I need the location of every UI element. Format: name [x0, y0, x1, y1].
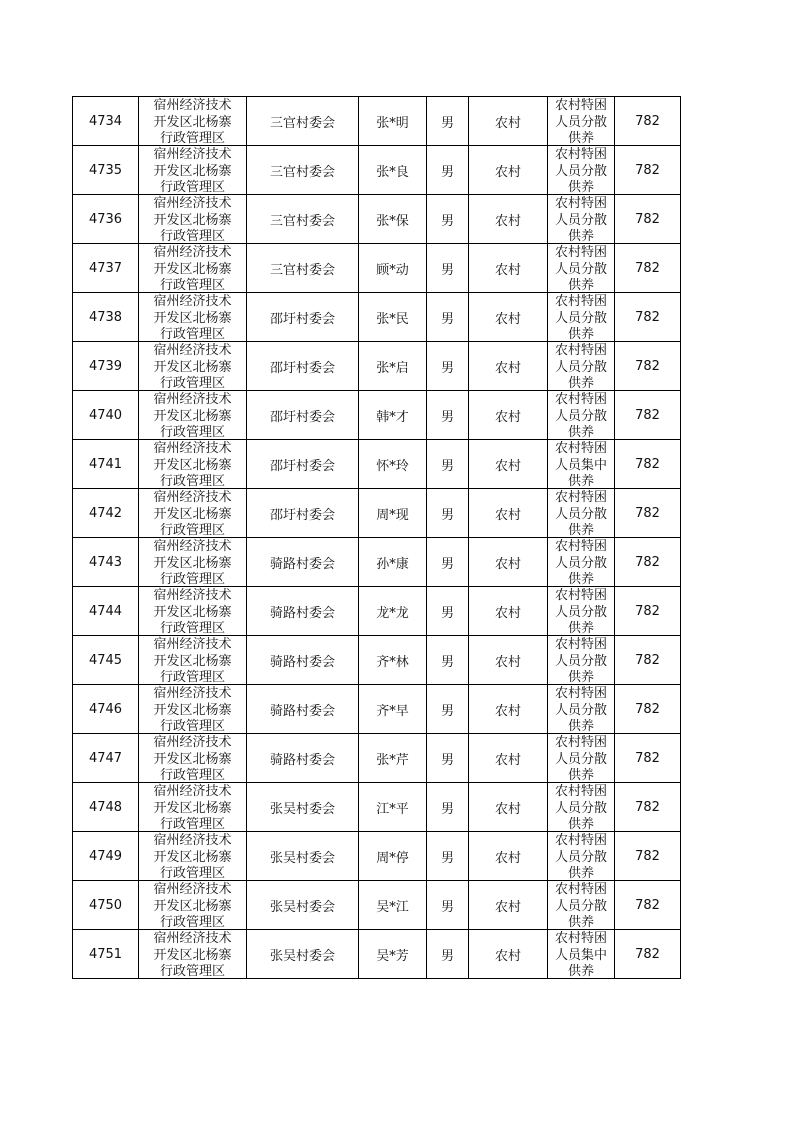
village-committee-cell: 张吴村委会 — [247, 881, 359, 930]
table-row — [73, 97, 681, 146]
gender-cell: 男 — [427, 538, 469, 587]
district-cell — [139, 930, 247, 979]
amount-cell: 782 — [615, 685, 681, 734]
district-cell — [139, 440, 247, 489]
person-name-cell: 张*保 — [359, 195, 427, 244]
district-cell — [139, 244, 247, 293]
amount-cell: 782 — [615, 244, 681, 293]
gender-cell: 男 — [427, 244, 469, 293]
village-committee-cell: 骑路村委会 — [247, 636, 359, 685]
gender-cell: 男 — [427, 587, 469, 636]
table-row — [73, 587, 681, 636]
record-number-cell: 4737 — [73, 244, 139, 293]
support-category-cell-text: 农村特困 人员分散 供养 — [554, 588, 607, 635]
gender-cell: 男 — [427, 881, 469, 930]
district-cell-text: 宿州经济技术 开发区北杨寨 行政管理区 — [153, 833, 232, 880]
table-body — [73, 97, 681, 979]
table-row — [73, 783, 681, 832]
support-category-cell — [548, 97, 615, 146]
district-cell-text: 宿州经济技术 开发区北杨寨 行政管理区 — [153, 931, 232, 978]
table-row — [73, 244, 681, 293]
support-category-cell-text: 农村特困 人员分散 供养 — [554, 784, 607, 831]
record-number-cell: 4739 — [73, 342, 139, 391]
village-committee-cell: 邵圩村委会 — [247, 489, 359, 538]
support-category-cell-text: 农村特困 人员分散 供养 — [554, 98, 607, 145]
table-row — [73, 342, 681, 391]
gender-cell: 男 — [427, 97, 469, 146]
district-cell-text: 宿州经济技术 开发区北杨寨 行政管理区 — [153, 637, 232, 684]
village-committee-cell: 邵圩村委会 — [247, 440, 359, 489]
support-category-cell — [548, 685, 615, 734]
district-cell-text: 宿州经济技术 开发区北杨寨 行政管理区 — [153, 539, 232, 586]
district-cell-text: 宿州经济技术 开发区北杨寨 行政管理区 — [153, 490, 232, 537]
area-type-cell: 农村 — [469, 881, 548, 930]
district-cell — [139, 685, 247, 734]
support-category-cell — [548, 293, 615, 342]
person-name-cell: 张*芹 — [359, 734, 427, 783]
support-category-cell-text: 农村特困 人员分散 供养 — [554, 882, 607, 929]
support-category-cell-text: 农村特困 人员分散 供养 — [554, 833, 607, 880]
district-cell-text: 宿州经济技术 开发区北杨寨 行政管理区 — [153, 147, 232, 194]
area-type-cell: 农村 — [469, 636, 548, 685]
district-cell — [139, 881, 247, 930]
person-name-cell: 顾*动 — [359, 244, 427, 293]
amount-cell: 782 — [615, 195, 681, 244]
record-number-cell: 4745 — [73, 636, 139, 685]
district-cell-text: 宿州经济技术 开发区北杨寨 行政管理区 — [153, 784, 232, 831]
amount-cell: 782 — [615, 440, 681, 489]
record-number-cell: 4744 — [73, 587, 139, 636]
support-category-cell-text: 农村特困 人员分散 供养 — [554, 686, 607, 733]
village-committee-cell: 邵圩村委会 — [247, 342, 359, 391]
area-type-cell: 农村 — [469, 930, 548, 979]
support-category-cell-text: 农村特困 人员分散 供养 — [554, 294, 607, 341]
table-row — [73, 489, 681, 538]
amount-cell: 782 — [615, 587, 681, 636]
table-row — [73, 391, 681, 440]
village-committee-cell: 三官村委会 — [247, 195, 359, 244]
support-category-cell-text: 农村特困 人员分散 供养 — [554, 147, 607, 194]
amount-cell: 782 — [615, 97, 681, 146]
support-category-cell — [548, 146, 615, 195]
support-category-cell — [548, 342, 615, 391]
support-category-cell — [548, 244, 615, 293]
district-cell-text: 宿州经济技术 开发区北杨寨 行政管理区 — [153, 98, 232, 145]
district-cell — [139, 342, 247, 391]
district-cell — [139, 146, 247, 195]
person-name-cell: 吴*芳 — [359, 930, 427, 979]
gender-cell: 男 — [427, 146, 469, 195]
record-number-cell: 4748 — [73, 783, 139, 832]
village-committee-cell: 三官村委会 — [247, 97, 359, 146]
support-category-cell — [548, 440, 615, 489]
support-category-cell — [548, 195, 615, 244]
district-cell-text: 宿州经济技术 开发区北杨寨 行政管理区 — [153, 245, 232, 292]
person-name-cell: 周*停 — [359, 832, 427, 881]
area-type-cell: 农村 — [469, 783, 548, 832]
area-type-cell: 农村 — [469, 97, 548, 146]
support-category-cell-text: 农村特困 人员分散 供养 — [554, 343, 607, 390]
area-type-cell: 农村 — [469, 146, 548, 195]
gender-cell: 男 — [427, 440, 469, 489]
district-cell — [139, 489, 247, 538]
district-cell — [139, 293, 247, 342]
record-number-cell: 4747 — [73, 734, 139, 783]
record-number-cell: 4741 — [73, 440, 139, 489]
amount-cell: 782 — [615, 342, 681, 391]
gender-cell: 男 — [427, 391, 469, 440]
table-row — [73, 195, 681, 244]
district-cell — [139, 587, 247, 636]
person-name-cell: 齐*林 — [359, 636, 427, 685]
support-category-cell — [548, 587, 615, 636]
district-cell-text: 宿州经济技术 开发区北杨寨 行政管理区 — [153, 735, 232, 782]
district-cell-text: 宿州经济技术 开发区北杨寨 行政管理区 — [153, 588, 232, 635]
support-category-cell — [548, 489, 615, 538]
district-cell — [139, 391, 247, 440]
district-cell — [139, 734, 247, 783]
person-name-cell: 龙*龙 — [359, 587, 427, 636]
person-name-cell: 怀*玲 — [359, 440, 427, 489]
record-number-cell: 4750 — [73, 881, 139, 930]
village-committee-cell: 张吴村委会 — [247, 783, 359, 832]
amount-cell: 782 — [615, 489, 681, 538]
person-name-cell: 齐*早 — [359, 685, 427, 734]
district-cell-text: 宿州经济技术 开发区北杨寨 行政管理区 — [153, 392, 232, 439]
district-cell — [139, 97, 247, 146]
record-number-cell: 4738 — [73, 293, 139, 342]
person-name-cell: 张*启 — [359, 342, 427, 391]
support-category-cell — [548, 734, 615, 783]
amount-cell: 782 — [615, 391, 681, 440]
record-number-cell: 4736 — [73, 195, 139, 244]
person-name-cell: 江*平 — [359, 783, 427, 832]
area-type-cell: 农村 — [469, 195, 548, 244]
table-row — [73, 440, 681, 489]
district-cell-text: 宿州经济技术 开发区北杨寨 行政管理区 — [153, 882, 232, 929]
support-category-cell-text: 农村特困 人员分散 供养 — [554, 637, 607, 684]
support-category-cell — [548, 832, 615, 881]
district-cell-text: 宿州经济技术 开发区北杨寨 行政管理区 — [153, 441, 232, 488]
area-type-cell: 农村 — [469, 587, 548, 636]
village-committee-cell: 邵圩村委会 — [247, 391, 359, 440]
relief-roster-table — [72, 96, 681, 979]
district-cell — [139, 538, 247, 587]
village-committee-cell: 三官村委会 — [247, 146, 359, 195]
village-committee-cell: 骑路村委会 — [247, 734, 359, 783]
area-type-cell: 农村 — [469, 342, 548, 391]
area-type-cell: 农村 — [469, 293, 548, 342]
support-category-cell-text: 农村特困 人员分散 供养 — [554, 245, 607, 292]
support-category-cell-text: 农村特困 人员分散 供养 — [554, 196, 607, 243]
gender-cell: 男 — [427, 489, 469, 538]
table-row — [73, 636, 681, 685]
gender-cell: 男 — [427, 734, 469, 783]
support-category-cell-text: 农村特困 人员集中 供养 — [554, 931, 607, 978]
district-cell — [139, 783, 247, 832]
support-category-cell-text: 农村特困 人员分散 供养 — [554, 539, 607, 586]
table-row — [73, 881, 681, 930]
amount-cell: 782 — [615, 783, 681, 832]
district-cell-text: 宿州经济技术 开发区北杨寨 行政管理区 — [153, 196, 232, 243]
record-number-cell: 4735 — [73, 146, 139, 195]
village-committee-cell: 张吴村委会 — [247, 930, 359, 979]
amount-cell: 782 — [615, 734, 681, 783]
amount-cell: 782 — [615, 881, 681, 930]
person-name-cell: 韩*才 — [359, 391, 427, 440]
area-type-cell: 农村 — [469, 538, 548, 587]
amount-cell: 782 — [615, 832, 681, 881]
village-committee-cell: 三官村委会 — [247, 244, 359, 293]
table-row — [73, 685, 681, 734]
district-cell-text: 宿州经济技术 开发区北杨寨 行政管理区 — [153, 294, 232, 341]
record-number-cell: 4740 — [73, 391, 139, 440]
table-row — [73, 734, 681, 783]
table-row — [73, 146, 681, 195]
village-committee-cell: 邵圩村委会 — [247, 293, 359, 342]
record-number-cell: 4746 — [73, 685, 139, 734]
gender-cell: 男 — [427, 195, 469, 244]
person-name-cell: 周*现 — [359, 489, 427, 538]
amount-cell: 782 — [615, 930, 681, 979]
area-type-cell: 农村 — [469, 244, 548, 293]
record-number-cell: 4743 — [73, 538, 139, 587]
table-row — [73, 930, 681, 979]
district-cell-text: 宿州经济技术 开发区北杨寨 行政管理区 — [153, 686, 232, 733]
village-committee-cell: 张吴村委会 — [247, 832, 359, 881]
district-cell — [139, 636, 247, 685]
support-category-cell — [548, 538, 615, 587]
support-category-cell-text: 农村特困 人员分散 供养 — [554, 392, 607, 439]
gender-cell: 男 — [427, 342, 469, 391]
amount-cell: 782 — [615, 293, 681, 342]
area-type-cell: 农村 — [469, 685, 548, 734]
support-category-cell — [548, 783, 615, 832]
table-row — [73, 832, 681, 881]
gender-cell: 男 — [427, 832, 469, 881]
table-row — [73, 538, 681, 587]
support-category-cell — [548, 391, 615, 440]
person-name-cell: 张*明 — [359, 97, 427, 146]
table-row — [73, 293, 681, 342]
district-cell — [139, 195, 247, 244]
area-type-cell: 农村 — [469, 440, 548, 489]
area-type-cell: 农村 — [469, 734, 548, 783]
area-type-cell: 农村 — [469, 391, 548, 440]
person-name-cell: 张*民 — [359, 293, 427, 342]
support-category-cell — [548, 930, 615, 979]
record-number-cell: 4734 — [73, 97, 139, 146]
amount-cell: 782 — [615, 146, 681, 195]
gender-cell: 男 — [427, 293, 469, 342]
support-category-cell-text: 农村特困 人员集中 供养 — [554, 441, 607, 488]
record-number-cell: 4749 — [73, 832, 139, 881]
amount-cell: 782 — [615, 538, 681, 587]
support-category-cell-text: 农村特困 人员分散 供养 — [554, 490, 607, 537]
support-category-cell — [548, 881, 615, 930]
record-number-cell: 4751 — [73, 930, 139, 979]
village-committee-cell: 骑路村委会 — [247, 538, 359, 587]
gender-cell: 男 — [427, 636, 469, 685]
district-cell-text: 宿州经济技术 开发区北杨寨 行政管理区 — [153, 343, 232, 390]
record-number-cell: 4742 — [73, 489, 139, 538]
person-name-cell: 孙*康 — [359, 538, 427, 587]
gender-cell: 男 — [427, 685, 469, 734]
area-type-cell: 农村 — [469, 489, 548, 538]
gender-cell: 男 — [427, 930, 469, 979]
district-cell — [139, 832, 247, 881]
person-name-cell: 吴*江 — [359, 881, 427, 930]
support-category-cell-text: 农村特困 人员分散 供养 — [554, 735, 607, 782]
amount-cell: 782 — [615, 636, 681, 685]
area-type-cell: 农村 — [469, 832, 548, 881]
gender-cell: 男 — [427, 783, 469, 832]
support-category-cell — [548, 636, 615, 685]
village-committee-cell: 骑路村委会 — [247, 685, 359, 734]
village-committee-cell: 骑路村委会 — [247, 587, 359, 636]
person-name-cell: 张*良 — [359, 146, 427, 195]
